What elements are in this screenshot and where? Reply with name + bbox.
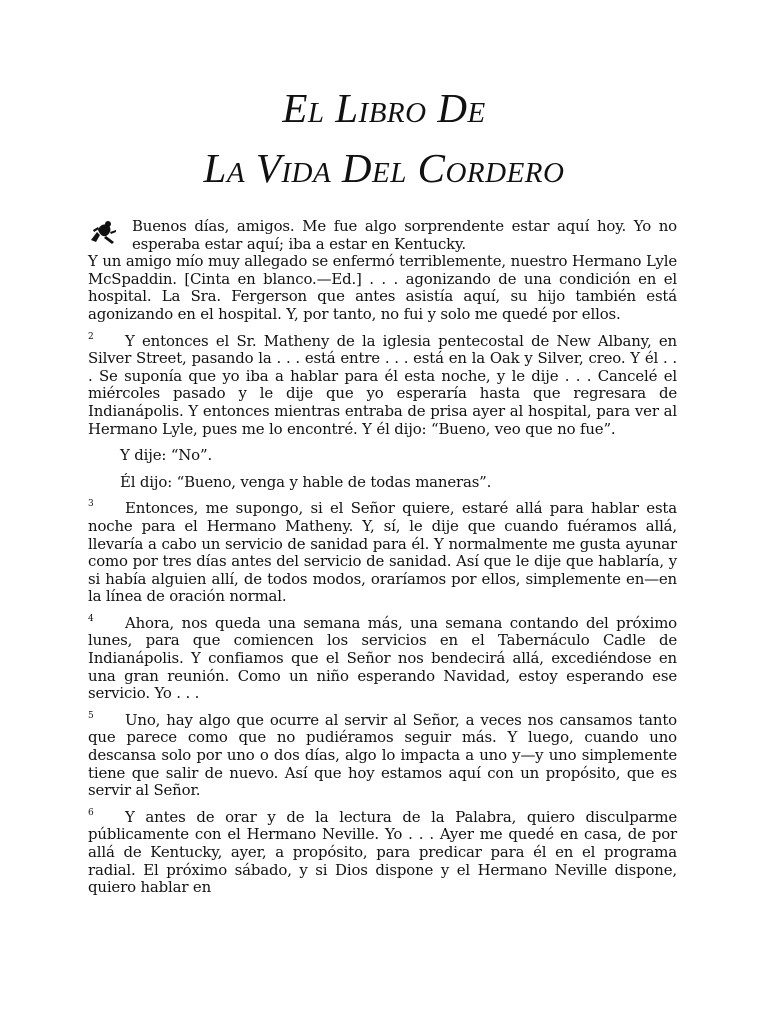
paragraph-number: 2: [88, 331, 94, 342]
book-title-line-2: La Vida Del Cordero: [203, 145, 565, 191]
book-title-line-1: El Libro De: [282, 85, 486, 131]
dialogue-line: Él dijo: “Bueno, venga y hable de todas maneras”.: [120, 472, 492, 491]
paragraph-number: 4: [88, 613, 94, 624]
paragraph-3: [88, 500, 677, 606]
paragraph-5: [88, 712, 677, 800]
paragraph-1-lead: Buenos días, amigos. Me fue algo sorprendente estar aquí hoy. Yo no esperaba estar aquí; iba a estar en Kentucky.: [132, 217, 677, 253]
paragraph-text: Y entonces el Sr. Matheny de la iglesia pentecostal de New Albany, en Silver Street, pasando la . . . está entre . . . está en la Oak y Silver, creo. Y él . . . Se suponía que yo iba a hablar para él esta noche, y le dije . . . Cancelé el miércoles pasado y le dije que yo esperaría hasta que regresara de Indianápolis. Y entonces mientras entraba de prisa ayer al hospital, para ver al Hermano Lyle, pues me lo encontré. Y él dijo: “Bueno, veo que no fue”.: [88, 331, 677, 438]
paragraph-text: Y antes de orar y de la lectura de la Palabra, quiero disculparme públicamente con el Hermano Neville. Yo . . . Ayer me quedé en casa, de por allá de Kentucky, ayer, a propósito, para predicar para él en el programa radial. El próximo sábado, y si Dios dispone y el Hermano Neville dispone, quiero hablar en: [88, 807, 677, 897]
paragraph-text: Uno, hay algo que ocurre al servir al Señor, a veces nos cansamos tanto que parece como que no pudiéramos seguir más. Y luego, cuando uno descansa solo por uno o dos días, algo lo impacta a uno y—y uno simplemente tiene que salir de nuevo. Así que hoy estamos aquí con un propósito, que es servir al Señor.: [88, 710, 677, 800]
paragraph-6: [88, 809, 677, 897]
sermon-body: [88, 218, 677, 906]
dialogue-line: Y dije: “No”.: [120, 446, 213, 465]
speaker-ornament-icon: [88, 218, 120, 248]
paragraph-1: [88, 218, 677, 324]
paragraph-text: Entonces, me supongo, si el Señor quiere, estaré allá para hablar esta noche para el Hermano Matheny. Y, sí, le dije que cuando fuéramos allá, llevaría a cabo un servicio de sanidad para él. Y normalmente me gusta ayunar como por tres días antes del servicio de sanidad. Así que le dije que hablaría, y si había alguien allí, de todos modos, oraríamos por ellos, simplemente en—en la línea de oración normal.: [88, 499, 677, 606]
paragraph-text: Ahora, nos queda una semana más, una semana contando del próximo lunes, para que comiencen los servicios en el Tabernáculo Cadle de Indianápolis. Y confiamos que el Señor nos bendecirá allá, excediéndose en una gran reunión. Como un niño esperando Navidad, estoy esperando ese servicio. Yo . . .: [88, 613, 677, 703]
paragraph-number: 6: [88, 807, 94, 818]
paragraph-number: 5: [88, 710, 94, 721]
paragraph-1-text: Y un amigo mío muy allegado se enfermó terriblemente, nuestro Hermano Lyle McSpaddin. [Cinta en blanco.—Ed.] . . . agonizando de una condición en el hospital. La Sra. Fergerson que antes asistía aquí, su hijo también está agonizando en el hospital. Y, por tanto, no fui y solo me quedé por ellos.: [88, 252, 677, 323]
paragraph-number: 3: [88, 499, 94, 510]
paragraph-2: [88, 333, 677, 439]
paragraph-4: [88, 615, 677, 703]
